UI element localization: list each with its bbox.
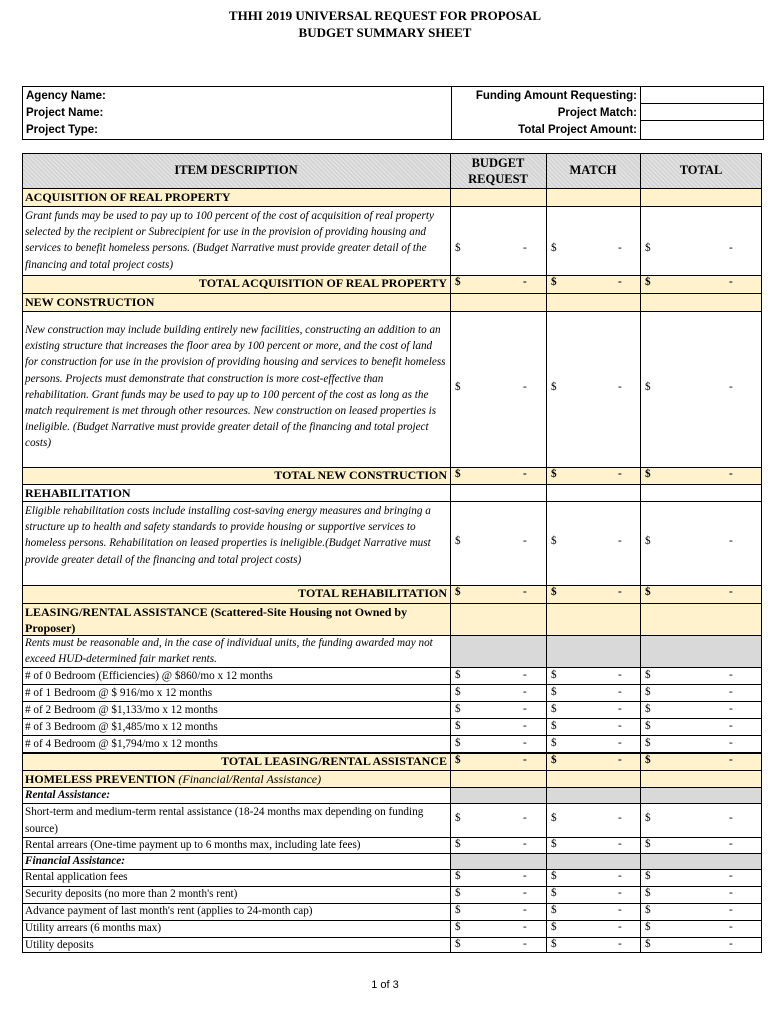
amount-dash: -	[729, 720, 733, 732]
financial-assistance-row: Utility arrears (6 months max)	[25, 922, 162, 934]
currency-symbol: $	[645, 921, 651, 933]
short-term-rental-row: Short-term and medium-term rental assistance (18-24 months max depending on funding source)	[25, 806, 424, 835]
amount-dash: -	[618, 276, 622, 288]
currency-symbol: $	[551, 381, 557, 393]
amount-dash: -	[618, 686, 622, 698]
grid-hline	[22, 293, 762, 294]
amount-dash: -	[523, 703, 527, 715]
amount-dash: -	[523, 535, 527, 547]
amount-dash: -	[729, 904, 733, 916]
amount-dash: -	[523, 468, 527, 480]
currency-symbol: $	[455, 938, 461, 950]
amount-dash: -	[523, 686, 527, 698]
currency-symbol: $	[645, 686, 651, 698]
currency-symbol: $	[645, 468, 651, 480]
grid-hline	[22, 718, 762, 719]
page-subtitle: BUDGET SUMMARY SHEET	[298, 25, 472, 40]
currency-symbol: $	[551, 812, 557, 824]
currency-symbol: $	[551, 938, 557, 950]
rehabilitation-description: Eligible rehabilitation costs include installing cost-saving energy measures and bringing a structure up to health and safety standards to provide housing or supportive services to homeless persons. Rehabilitation on leased properties is ineligible.(Budget Narrative must provide greater detail of the financing and total project costs)	[25, 505, 431, 566]
currency-symbol: $	[645, 535, 651, 547]
financial-assistance-row: Utility deposits	[25, 939, 94, 951]
grid-hline	[22, 206, 762, 207]
currency-symbol: $	[551, 754, 557, 766]
currency-symbol: $	[551, 838, 557, 850]
grid-hline	[22, 153, 762, 154]
amount-dash: -	[523, 737, 527, 749]
project-match-field[interactable]	[641, 120, 763, 121]
grid-hline	[22, 603, 762, 604]
amount-dash: -	[729, 468, 733, 480]
leasing-description: Rents must be reasonable and, in the case of individual units, the funding awarded may not exceed HUD-determined fair market rents.	[25, 637, 433, 666]
amount-dash: -	[618, 468, 622, 480]
financial-assistance-row: Rental application fees	[25, 871, 128, 883]
grid-hline	[22, 467, 762, 468]
grid-hline	[22, 886, 762, 887]
grid-hline	[22, 735, 762, 736]
agency-info-block	[22, 86, 764, 140]
section-title-new-construction: NEW CONSTRUCTION	[22, 293, 450, 311]
currency-symbol: $	[645, 703, 651, 715]
total-project-label: Total Project Amount:	[518, 124, 637, 136]
leasing-unit-row: # of 4 Bedroom @ $1,794/mo x 12 months	[25, 738, 218, 750]
grid-vline	[22, 153, 23, 953]
leasing-unit-row: # of 3 Bedroom @ $1,485/mo x 12 months	[25, 721, 218, 733]
amount-dash: -	[729, 754, 733, 766]
amount-dash: -	[618, 381, 622, 393]
amount-dash: -	[729, 703, 733, 715]
amount-dash: -	[523, 586, 527, 598]
leasing-unit-row: # of 0 Bedroom (Efficiencies) @ $860/mo x 12 months	[25, 670, 273, 682]
currency-symbol: $	[551, 921, 557, 933]
amount-dash: -	[618, 737, 622, 749]
amount-dash: -	[729, 737, 733, 749]
rental-assistance-label: Rental Assistance:	[25, 789, 111, 801]
currency-symbol: $	[645, 720, 651, 732]
section-title-homeless-prevention	[22, 770, 450, 787]
leasing-unit-row: # of 1 Bedroom @ $ 916/mo x 12 months	[25, 687, 213, 699]
currency-symbol: $	[455, 535, 461, 547]
amount-dash: -	[729, 586, 733, 598]
budget-header-line2: REQUEST	[468, 171, 528, 186]
currency-symbol: $	[455, 737, 461, 749]
currency-symbol: $	[551, 468, 557, 480]
funding-amount-label: Funding Amount Requesting:	[475, 90, 637, 102]
new-construction-total-label: TOTAL NEW CONSTRUCTION	[22, 467, 450, 485]
currency-symbol: $	[455, 838, 461, 850]
financial-assistance-row: Advance payment of last month's rent (applies to 24-month cap)	[25, 905, 313, 917]
amount-dash: -	[618, 754, 622, 766]
amount-dash: -	[523, 904, 527, 916]
currency-symbol: $	[645, 938, 651, 950]
grid-hline	[22, 803, 762, 804]
currency-symbol: $	[455, 586, 461, 598]
amount-dash: -	[618, 720, 622, 732]
amount-dash: -	[618, 870, 622, 882]
amount-dash: -	[729, 686, 733, 698]
amount-dash: -	[618, 703, 622, 715]
grid-hline	[22, 869, 762, 870]
currency-symbol: $	[645, 737, 651, 749]
grid-hline	[22, 501, 762, 502]
financial-assistance-row: Security deposits (no more than 2 month's rent)	[25, 888, 238, 900]
acquisition-total-label: TOTAL ACQUISITION OF REAL PROPERTY	[22, 275, 450, 293]
currency-symbol: $	[551, 737, 557, 749]
amount-dash: -	[729, 276, 733, 288]
amount-dash: -	[618, 812, 622, 824]
rehabilitation-total-label: TOTAL REHABILITATION	[22, 585, 450, 603]
amount-dash: -	[618, 921, 622, 933]
grid-hline	[22, 853, 762, 854]
leasing-total-label: TOTAL LEASING/RENTAL ASSISTANCE	[22, 753, 450, 770]
amount-dash: -	[523, 669, 527, 681]
grid-hline	[22, 837, 762, 838]
funding-amount-field[interactable]	[641, 103, 763, 104]
currency-symbol: $	[455, 468, 461, 480]
currency-symbol: $	[551, 720, 557, 732]
grid-hline	[22, 787, 762, 788]
grid-hline	[22, 188, 762, 189]
grid-hline	[22, 920, 762, 921]
currency-symbol: $	[455, 703, 461, 715]
amount-dash: -	[618, 242, 622, 254]
currency-symbol: $	[455, 686, 461, 698]
amount-dash: -	[523, 921, 527, 933]
grid-vline	[546, 153, 547, 953]
budget-table	[22, 153, 762, 953]
item-description-header: ITEM DESCRIPTION	[22, 153, 450, 188]
budget-header-line1: BUDGET	[471, 155, 525, 170]
project-match-label: Project Match:	[557, 107, 637, 119]
currency-symbol: $	[551, 242, 557, 254]
amount-dash: -	[618, 887, 622, 899]
project-type-label: Project Type:	[26, 124, 98, 136]
amount-dash: -	[729, 870, 733, 882]
section-title-leasing: LEASING/RENTAL ASSISTANCE (Scattered-Site Housing not Owned by Proposer)	[22, 603, 450, 635]
amount-dash: -	[729, 838, 733, 850]
currency-symbol: $	[645, 669, 651, 681]
homeless-prevention-subtitle: (Financial/Rental Assistance)	[178, 772, 322, 786]
currency-symbol: $	[645, 838, 651, 850]
currency-symbol: $	[551, 686, 557, 698]
grid-hline	[22, 753, 762, 754]
amount-dash: -	[729, 812, 733, 824]
currency-symbol: $	[455, 720, 461, 732]
currency-symbol: $	[645, 812, 651, 824]
currency-symbol: $	[645, 887, 651, 899]
currency-symbol: $	[551, 887, 557, 899]
currency-symbol: $	[455, 812, 461, 824]
financial-assistance-label: Financial Assistance:	[25, 855, 125, 867]
grid-hline	[22, 952, 762, 953]
match-header: MATCH	[546, 153, 640, 188]
currency-symbol: $	[455, 904, 461, 916]
currency-symbol: $	[455, 276, 461, 288]
currency-symbol: $	[551, 870, 557, 882]
amount-dash: -	[618, 904, 622, 916]
grid-vline	[640, 153, 641, 953]
leasing-unit-row: # of 2 Bedroom @ $1,133/mo x 12 months	[25, 704, 218, 716]
grid-hline	[22, 635, 762, 636]
currency-symbol: $	[645, 242, 651, 254]
grid-vline	[761, 153, 762, 953]
page-number: 1 of 3	[371, 979, 399, 991]
currency-symbol: $	[645, 276, 651, 288]
currency-symbol: $	[455, 921, 461, 933]
grid-vline	[450, 153, 451, 953]
currency-symbol: $	[455, 669, 461, 681]
amount-dash: -	[729, 887, 733, 899]
page-title: THHI 2019 UNIVERSAL REQUEST FOR PROPOSAL	[228, 8, 542, 23]
amount-dash: -	[618, 838, 622, 850]
amount-dash: -	[729, 938, 733, 950]
currency-symbol: $	[455, 754, 461, 766]
amount-dash: -	[523, 870, 527, 882]
currency-symbol: $	[645, 754, 651, 766]
amount-dash: -	[729, 535, 733, 547]
amount-dash: -	[523, 242, 527, 254]
agency-name-label: Agency Name:	[26, 90, 106, 102]
amount-dash: -	[618, 938, 622, 950]
amount-dash: -	[618, 535, 622, 547]
amount-dash: -	[729, 381, 733, 393]
amount-dash: -	[729, 921, 733, 933]
amount-dash: -	[523, 754, 527, 766]
currency-symbol: $	[551, 276, 557, 288]
section-title-acquisition: ACQUISITION OF REAL PROPERTY	[22, 188, 450, 206]
section-title-rehabilitation: REHABILITATION	[25, 486, 131, 500]
currency-symbol: $	[645, 870, 651, 882]
currency-symbol: $	[645, 586, 651, 598]
currency-symbol: $	[551, 904, 557, 916]
currency-symbol: $	[551, 586, 557, 598]
currency-symbol: $	[455, 887, 461, 899]
amount-dash: -	[729, 242, 733, 254]
grid-hline	[22, 903, 762, 904]
currency-symbol: $	[551, 703, 557, 715]
amount-dash: -	[523, 887, 527, 899]
grid-hline	[22, 770, 762, 771]
amount-dash: -	[523, 381, 527, 393]
grid-hline	[22, 311, 762, 312]
grid-hline	[22, 585, 762, 586]
amount-dash: -	[523, 276, 527, 288]
currency-symbol: $	[551, 535, 557, 547]
budget-request-header	[450, 153, 546, 188]
grid-hline	[22, 701, 762, 702]
amount-dash: -	[523, 812, 527, 824]
currency-symbol: $	[645, 381, 651, 393]
amount-dash: -	[729, 669, 733, 681]
new-construction-description: New construction may include building entirely new facilities, constructing an addition to an existing structure that increases the floor area by 100 percent or more, and the cost of land for construction for use in the provision of providing housing and services to benefit homeless persons. Projects must demonstrate that construction is more cost-effective than rehabilitation. Grant funds may be used to pay up to 100 percent of the cost as long as the match requirement is met through other resources. New construction on leased properties is ineligible. (Budget Narrative must provide greater detail of the financing and total project costs)	[25, 324, 446, 450]
grid-hline	[22, 484, 762, 485]
acquisition-description: Grant funds may be used to pay up to 100 percent of the cost of acquisition of real property selected by the recipient or Subrecipient for use in the provision of providing housing and services to benefit homeless persons. (Budget Narrative must provide greater detail of the financing and total project costs)	[25, 210, 434, 271]
currency-symbol: $	[455, 381, 461, 393]
amount-dash: -	[523, 720, 527, 732]
amount-dash: -	[618, 586, 622, 598]
grid-hline	[22, 937, 762, 938]
homeless-prevention-title: HOMELESS PREVENTION	[25, 772, 176, 786]
currency-symbol: $	[645, 904, 651, 916]
rental-arrears-row: Rental arrears (One-time payment up to 6 months max, including late fees)	[25, 839, 361, 851]
grid-hline	[22, 684, 762, 685]
amount-dash: -	[523, 938, 527, 950]
grid-hline	[22, 275, 762, 276]
total-header: TOTAL	[640, 153, 762, 188]
amount-dash: -	[523, 838, 527, 850]
currency-symbol: $	[455, 870, 461, 882]
amount-dash: -	[618, 669, 622, 681]
grid-hline	[22, 667, 762, 668]
currency-symbol: $	[455, 242, 461, 254]
project-name-label: Project Name:	[26, 107, 104, 119]
currency-symbol: $	[551, 669, 557, 681]
